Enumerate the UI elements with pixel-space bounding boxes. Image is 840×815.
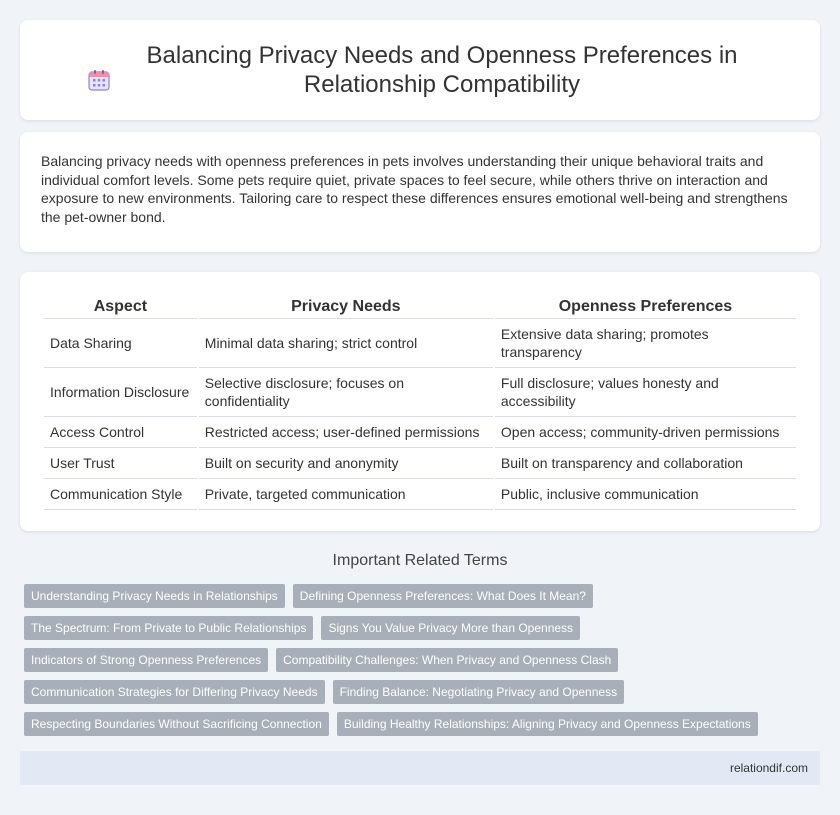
- table-cell: Selective disclosure; focuses on confidentiality: [199, 368, 493, 417]
- table-cell: Access Control: [44, 417, 197, 448]
- related-term-tag[interactable]: Indicators of Strong Openness Preferences: [24, 648, 268, 672]
- tag-row: [24, 680, 824, 704]
- table-row: [44, 479, 796, 510]
- tag-row: [24, 616, 824, 640]
- tag-row: [24, 584, 824, 608]
- header-card: [20, 20, 820, 120]
- table-header-row: [44, 292, 796, 319]
- page-title: Balancing Privacy Needs and Openness Preferences in Relationship Compatibility: [146, 42, 738, 98]
- intro-card: [20, 132, 820, 252]
- related-terms-title: Important Related Terms: [332, 552, 508, 569]
- related-term-tag[interactable]: Understanding Privacy Needs in Relationships: [24, 584, 285, 608]
- table-cell: Information Disclosure: [44, 368, 197, 417]
- table-cell: Communication Style: [44, 479, 197, 510]
- column-header-privacy: Privacy Needs: [199, 292, 493, 319]
- column-header-openness: Openness Preferences: [495, 292, 796, 319]
- tag-row: [24, 712, 824, 736]
- table-cell: Full disclosure; values honesty and accessibility: [495, 368, 796, 417]
- footer: [20, 751, 820, 785]
- related-term-tag[interactable]: Communication Strategies for Differing Privacy Needs: [24, 680, 325, 704]
- table-row: [44, 319, 796, 368]
- tag-row: [24, 648, 824, 672]
- table-cell: Data Sharing: [44, 319, 197, 368]
- table-cell: Private, targeted communication: [199, 479, 493, 510]
- table-row: [44, 417, 796, 448]
- table-cell: Public, inclusive communication: [495, 479, 796, 510]
- footer-site-link[interactable]: relationdif.com: [729, 761, 808, 775]
- intro-text: Balancing privacy needs with openness preferences in pets involves understanding their unique behavioral traits and individual comfort levels. Some pets require quiet, private spaces to feel secure, while others thrive on interaction and exposure to new environments. Tailoring care to respect these differences ensures emotional well-being and strengthens the pet-owner bond.: [41, 153, 788, 225]
- comparison-table-card: [20, 272, 820, 531]
- calendar-icon: [88, 69, 110, 91]
- related-term-tag[interactable]: Respecting Boundaries Without Sacrificing Connection: [24, 712, 329, 736]
- table-row: [44, 448, 796, 479]
- table-cell: Minimal data sharing; strict control: [199, 319, 493, 368]
- header-inner: [88, 41, 752, 99]
- table-cell: Built on security and anonymity: [199, 448, 493, 479]
- table-cell: User Trust: [44, 448, 197, 479]
- related-term-tag[interactable]: Finding Balance: Negotiating Privacy and Openness: [333, 680, 625, 704]
- column-header-aspect: Aspect: [44, 292, 197, 319]
- related-term-tag[interactable]: Defining Openness Preferences: What Does It Mean?: [293, 584, 593, 608]
- table-row: [44, 368, 796, 417]
- table-cell: Built on transparency and collaboration: [495, 448, 796, 479]
- related-term-tag[interactable]: Signs You Value Privacy More than Openness: [321, 616, 580, 640]
- related-term-tag[interactable]: Building Healthy Relationships: Aligning Privacy and Openness Expectations: [337, 712, 758, 736]
- comparison-table: [42, 292, 798, 510]
- related-terms-list: [24, 584, 824, 744]
- related-term-tag[interactable]: Compatibility Challenges: When Privacy and Openness Clash: [276, 648, 618, 672]
- related-term-tag[interactable]: The Spectrum: From Private to Public Relationships: [24, 616, 313, 640]
- table-cell: Restricted access; user-defined permissions: [199, 417, 493, 448]
- table-cell: Open access; community-driven permissions: [495, 417, 796, 448]
- table-cell: Extensive data sharing; promotes transparency: [495, 319, 796, 368]
